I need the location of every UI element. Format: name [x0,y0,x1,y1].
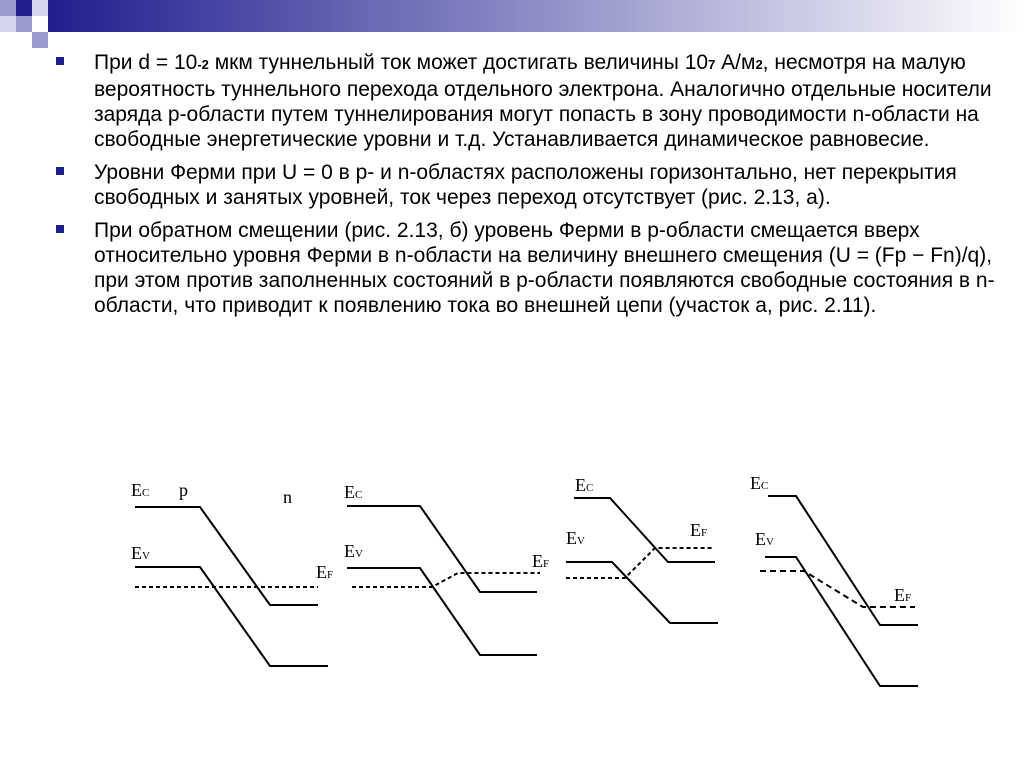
diagram-4-labels [750,473,911,605]
diagram-3 [566,498,718,623]
ec-label: EC [131,480,150,500]
valence-band [135,567,328,666]
ef-label: EF [894,585,912,605]
text-segment: При обратном смещении (рис. 2.13, б) уровень Ферми в p-области смещается вверх относительно уровня Ферми в n-области на величину внешнего смещения (U = (Fp − Fn)/q), при этом против заполненных состояний в p-области появляются свободные состояния в n-области, что приводит к появлению тока во внешней цепи (участок а, рис. 2.11). [94,219,995,317]
ef-label: EF [532,551,550,571]
ev-label: EV [344,541,363,561]
valence-band [566,562,718,623]
ef-label: EF [690,520,708,540]
text-segment: Уровни Ферми при U = 0 в p- и n-областях расположены горизонтально, нет перекрытия свободных и занятых уровней, ток через переход отсутствует (рис. 2.13, а). [94,161,957,209]
fermi-level [760,571,915,607]
conduction-band [768,496,918,625]
text-segment: А/м [715,51,756,74]
ec-label: EC [344,482,363,502]
inline-index: 7 [708,57,716,72]
diagram-3-labels [566,475,707,548]
fermi-level [352,573,540,587]
text-segment: , несмотря на малую вероятность туннельного перехода отдельного электрона. Аналогично отдельные носители заряда p-области путем туннелирования могут попасть в зону проводимости n-области на свободные энергетические уровни и т.д. Устанавливается динамическое равновесие. [94,51,992,151]
diagram-1 [135,507,328,666]
inline-index: -2 [197,57,209,72]
conduction-band [135,507,318,605]
valence-band [765,557,918,686]
diagram-2-labels [344,482,549,571]
text-segment: мкм туннельный ток может достигать величины 10 [208,51,709,74]
ec-label: EC [575,475,594,495]
ef-label: EF [316,562,334,582]
conduction-band [347,506,537,592]
ev-label: EV [131,543,150,563]
p-region-label: p [179,480,188,500]
inline-index: 2 [755,57,763,72]
ev-label: EV [755,529,774,549]
text-segment: При d = 10 [94,51,198,74]
n-region-label: n [283,487,292,507]
ev-label: EV [566,528,585,548]
diagram-2 [347,506,540,655]
ec-label: EC [750,473,769,493]
